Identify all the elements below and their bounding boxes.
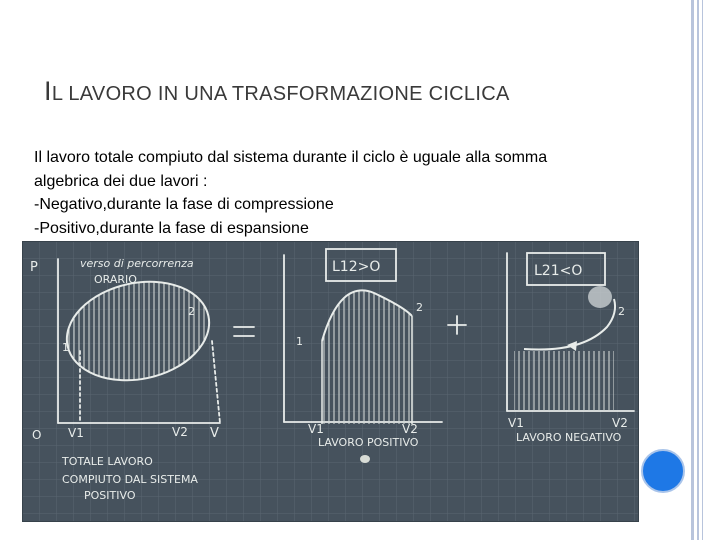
blue-circle-decoration xyxy=(641,449,685,493)
axis-tick-label: V1 xyxy=(68,426,84,440)
decorative-border-line xyxy=(702,0,703,540)
slide-body xyxy=(34,146,634,240)
chalk-note: ORARIO xyxy=(94,273,137,286)
point-label: 2 xyxy=(416,301,423,314)
axis-label: V xyxy=(210,426,219,441)
decorative-border-line xyxy=(697,0,699,540)
axis-tick-label: V2 xyxy=(172,425,188,439)
blackboard-drawing xyxy=(22,241,639,522)
total-caption: COMPIUTO DAL SISTEMA xyxy=(62,473,198,486)
chalk-smudge xyxy=(360,455,370,463)
title-text: L LAVORO IN UNA TRASFORMAZIONE CICLICA xyxy=(51,83,510,105)
axis-label: P xyxy=(30,260,38,275)
point-label: 1 xyxy=(296,335,303,348)
work-label: L12>O xyxy=(332,259,381,275)
point-label: 1 xyxy=(62,341,69,354)
total-caption: POSITIVO xyxy=(84,489,136,502)
axis-tick-label: V2 xyxy=(402,422,418,436)
point-label: 2 xyxy=(618,305,625,318)
body-line: -Positivo,durante la fase di espansione xyxy=(34,219,309,237)
chalk-note: verso di percorrenza xyxy=(80,257,194,270)
blackboard-photo xyxy=(22,241,639,522)
axis-tick-label: V2 xyxy=(612,416,628,430)
body-line: algebrica dei due lavori : xyxy=(34,172,208,190)
body-line: -Negativo,durante la fase di compressione xyxy=(34,196,334,213)
work-label: L21<O xyxy=(534,263,583,279)
origin-label: O xyxy=(32,428,42,442)
title-first-letter: I xyxy=(44,76,52,106)
point-label: 2 xyxy=(188,305,195,318)
axis-tick-label: V1 xyxy=(308,422,324,436)
decorative-border-line xyxy=(691,0,694,540)
total-caption: TOTALE LAVORO xyxy=(62,455,153,468)
slide-title xyxy=(44,76,510,107)
body-line: Il lavoro totale compiuto dal sistema durante il ciclo è uguale alla somma xyxy=(34,149,548,166)
work-caption: LAVORO POSITIVO xyxy=(318,436,419,449)
work-caption: LAVORO NEGATIVO xyxy=(516,431,622,444)
axis-tick-label: V1 xyxy=(508,416,524,430)
